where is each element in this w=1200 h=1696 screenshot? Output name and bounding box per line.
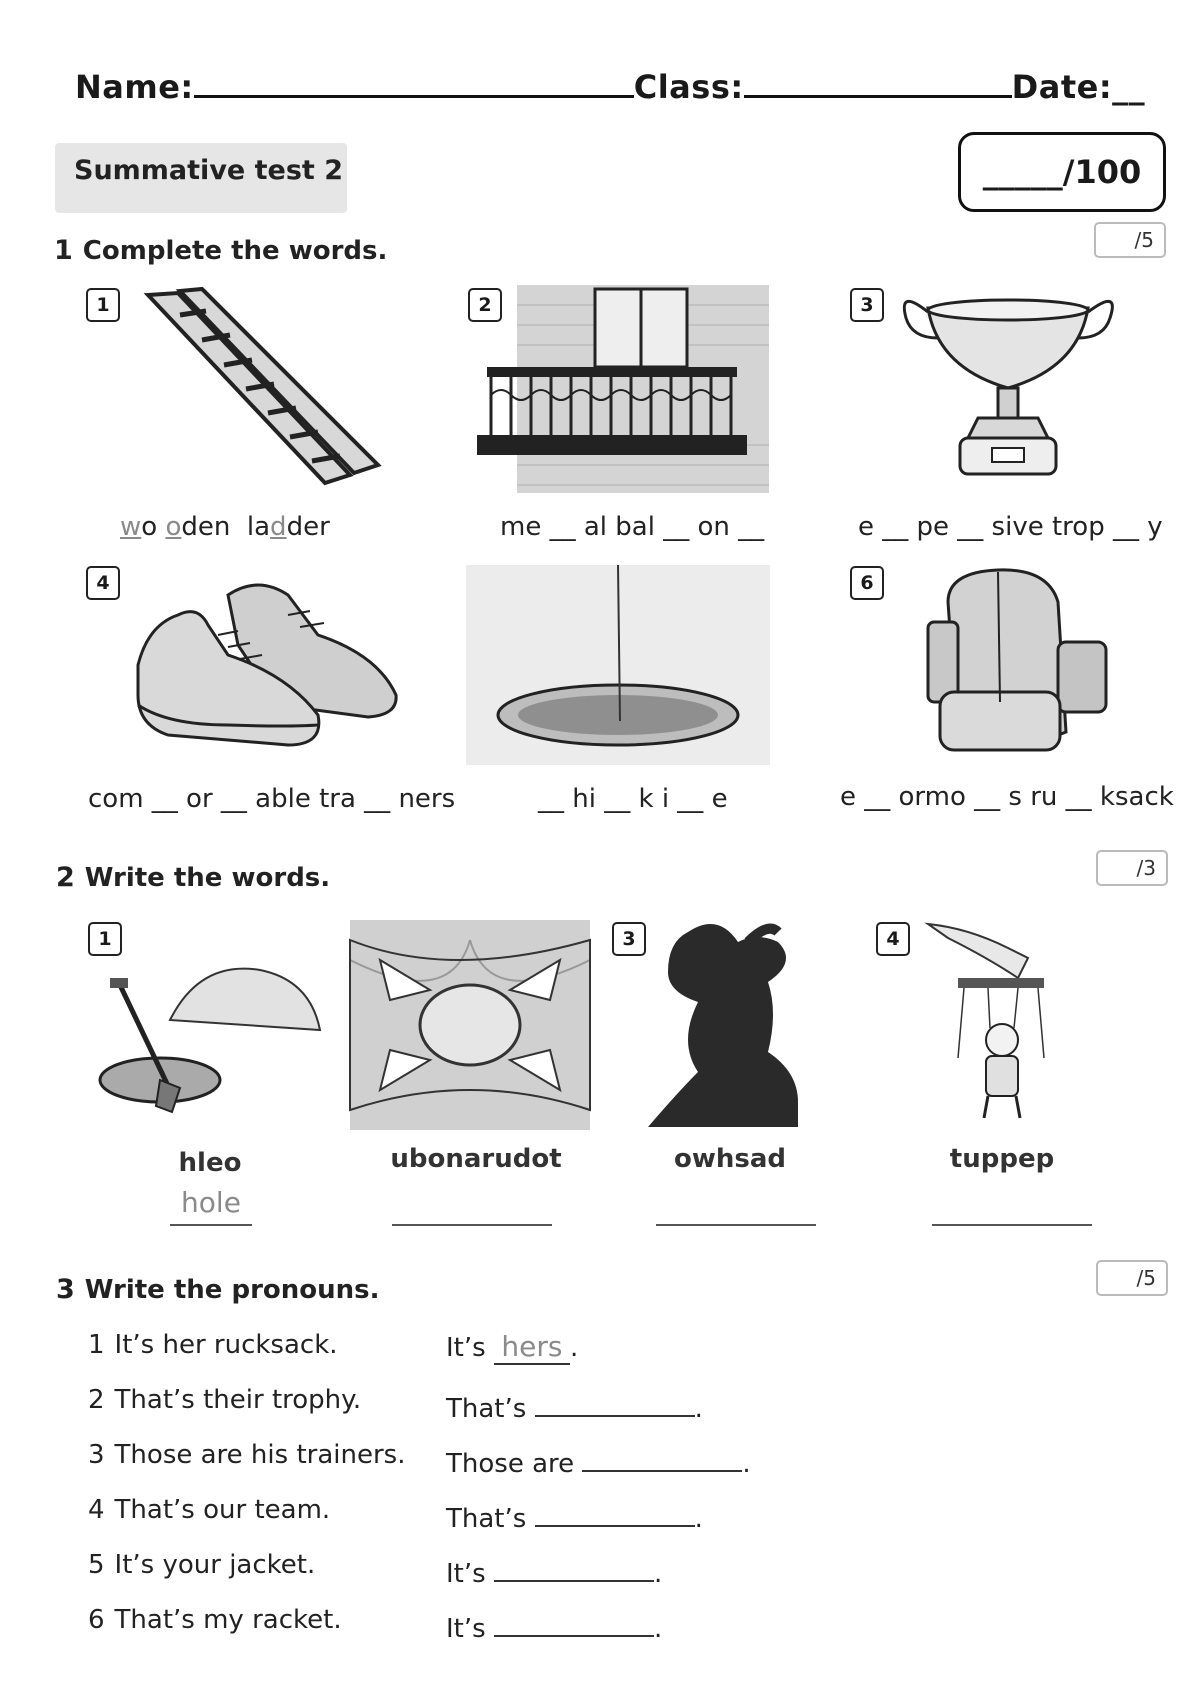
item-number: 3 xyxy=(622,928,636,950)
section1-score-text: /5 xyxy=(1134,228,1154,252)
fill-letter: o xyxy=(165,512,182,542)
word-3: e __ pe __ sive trop __ y xyxy=(858,512,1163,542)
pronoun-answer-field[interactable] xyxy=(494,1550,654,1582)
pronoun-row xyxy=(88,1330,338,1360)
word-6: e __ ormo __ s ru __ ksack xyxy=(840,782,1174,812)
fill-letter: w xyxy=(120,512,142,542)
test-title: Summative test 2 xyxy=(74,155,344,186)
name-label: Name: xyxy=(75,68,194,106)
pronoun-row xyxy=(88,1550,315,1580)
trophy-image xyxy=(898,288,1122,488)
shadow-image xyxy=(648,922,828,1132)
word-4: com __ or __ able tra __ ners xyxy=(88,784,456,814)
section1-number: 1 xyxy=(54,235,73,266)
item-number-box xyxy=(850,288,884,322)
hole-image xyxy=(466,565,770,765)
section3-title xyxy=(56,1274,380,1305)
answer-suffix: . xyxy=(569,1333,579,1363)
date-label: Date:__ xyxy=(1011,68,1146,106)
answer-suffix: . xyxy=(653,1559,663,1589)
section1-score[interactable] xyxy=(1094,222,1166,258)
pronoun-answer-field[interactable]: hers xyxy=(494,1330,570,1365)
section3-score-text: /5 xyxy=(1136,1266,1156,1290)
section2-title xyxy=(56,862,330,893)
class-label: Class: xyxy=(633,68,744,106)
row-number: 4 xyxy=(88,1495,105,1525)
answer-prefix: It’s xyxy=(446,1333,486,1363)
word-1-part: der xyxy=(286,512,330,542)
rucksack-image xyxy=(918,562,1118,762)
answer-prefix: Those are xyxy=(446,1449,575,1479)
section1-title xyxy=(54,235,387,266)
section3-score[interactable] xyxy=(1096,1260,1168,1296)
name-field[interactable] xyxy=(194,95,634,98)
section2-score[interactable] xyxy=(1096,850,1168,886)
row-number: 2 xyxy=(88,1385,105,1415)
pronoun-answer-field[interactable] xyxy=(535,1385,695,1417)
row-sentence: It’s your jacket. xyxy=(114,1550,316,1580)
header-line xyxy=(75,68,1145,106)
row-number: 3 xyxy=(88,1440,105,1470)
pronoun-answer-row xyxy=(446,1440,751,1479)
item-number: 2 xyxy=(478,294,492,316)
roundabout-image xyxy=(350,920,590,1130)
word-1 xyxy=(120,512,330,542)
section3-title-text: Write the pronouns. xyxy=(84,1275,380,1305)
pronoun-answer-row xyxy=(446,1495,703,1534)
word-5: __ hi __ k i __ e xyxy=(538,784,728,814)
total-score-text: _____/100 xyxy=(982,153,1142,191)
pronoun-answer-row xyxy=(446,1330,578,1365)
scrambled-word: hleo xyxy=(178,1148,242,1178)
scrambled-word: tuppep xyxy=(949,1144,1055,1174)
total-score-box[interactable] xyxy=(958,132,1166,212)
item-number: 4 xyxy=(96,572,110,594)
item-number-box xyxy=(876,922,910,956)
item-number: 6 xyxy=(860,572,874,594)
item-number-box xyxy=(86,566,120,600)
scrambled-word: owhsad xyxy=(673,1144,787,1174)
answer-prefix: That’s xyxy=(446,1504,527,1534)
row-sentence: It’s her rucksack. xyxy=(114,1330,338,1360)
word-1-part: o xyxy=(141,512,158,542)
answer-prefix: It’s xyxy=(446,1559,486,1589)
item-number: 1 xyxy=(98,928,112,950)
pronoun-row xyxy=(88,1440,405,1470)
section2-score-text: /3 xyxy=(1136,856,1156,880)
item-number: 4 xyxy=(886,928,900,950)
item-number-box xyxy=(850,566,884,600)
fill-letter: d xyxy=(270,512,287,542)
item-number: 1 xyxy=(96,294,110,316)
answer-suffix: . xyxy=(694,1504,703,1534)
answer-prefix: That’s xyxy=(446,1394,527,1424)
row-sentence: That’s my racket. xyxy=(114,1605,342,1635)
word-2: me __ al bal __ on __ xyxy=(500,512,765,542)
section1-title-text: Complete the words. xyxy=(82,236,388,266)
ladder-image xyxy=(140,285,360,495)
answer-field[interactable] xyxy=(932,1186,1092,1226)
dug-hole-image xyxy=(90,940,320,1120)
row-sentence: That’s our team. xyxy=(114,1495,331,1525)
answer-suffix: . xyxy=(742,1449,751,1479)
item-number-box xyxy=(612,922,646,956)
pronoun-row xyxy=(88,1385,361,1415)
trainers-image xyxy=(128,575,408,765)
row-sentence: That’s their trophy. xyxy=(114,1385,362,1415)
pronoun-row xyxy=(88,1495,330,1525)
pronoun-answer-row xyxy=(446,1385,703,1424)
row-number: 1 xyxy=(88,1330,105,1360)
section3-number: 3 xyxy=(56,1274,75,1305)
section2-title-text: Write the words. xyxy=(84,863,331,893)
word-1-part: den la xyxy=(181,512,271,542)
answer-field[interactable] xyxy=(656,1186,816,1226)
item-number-box xyxy=(86,288,120,322)
puppet-image xyxy=(928,918,1068,1128)
pronoun-row xyxy=(88,1605,342,1635)
section2-number: 2 xyxy=(56,862,75,893)
pronoun-answer-row xyxy=(446,1605,662,1644)
row-number: 5 xyxy=(88,1550,105,1580)
row-number: 6 xyxy=(88,1605,105,1635)
answer-suffix: . xyxy=(694,1394,703,1424)
answer-field[interactable] xyxy=(392,1186,552,1226)
pronoun-answer-field[interactable] xyxy=(582,1440,742,1472)
pronoun-answer-field[interactable] xyxy=(494,1605,654,1637)
balcony-image xyxy=(477,285,769,493)
pronoun-answer-row xyxy=(446,1550,662,1589)
item-number: 3 xyxy=(860,294,874,316)
pronoun-answer-field[interactable] xyxy=(535,1495,695,1527)
class-field[interactable] xyxy=(744,95,1012,98)
answer-suffix: . xyxy=(653,1614,663,1644)
answer-prefix: It’s xyxy=(446,1614,486,1644)
row-sentence: Those are his trainers. xyxy=(114,1440,406,1470)
scrambled-word: ubonarudot xyxy=(390,1144,562,1174)
answer-field[interactable]: hole xyxy=(170,1186,252,1226)
